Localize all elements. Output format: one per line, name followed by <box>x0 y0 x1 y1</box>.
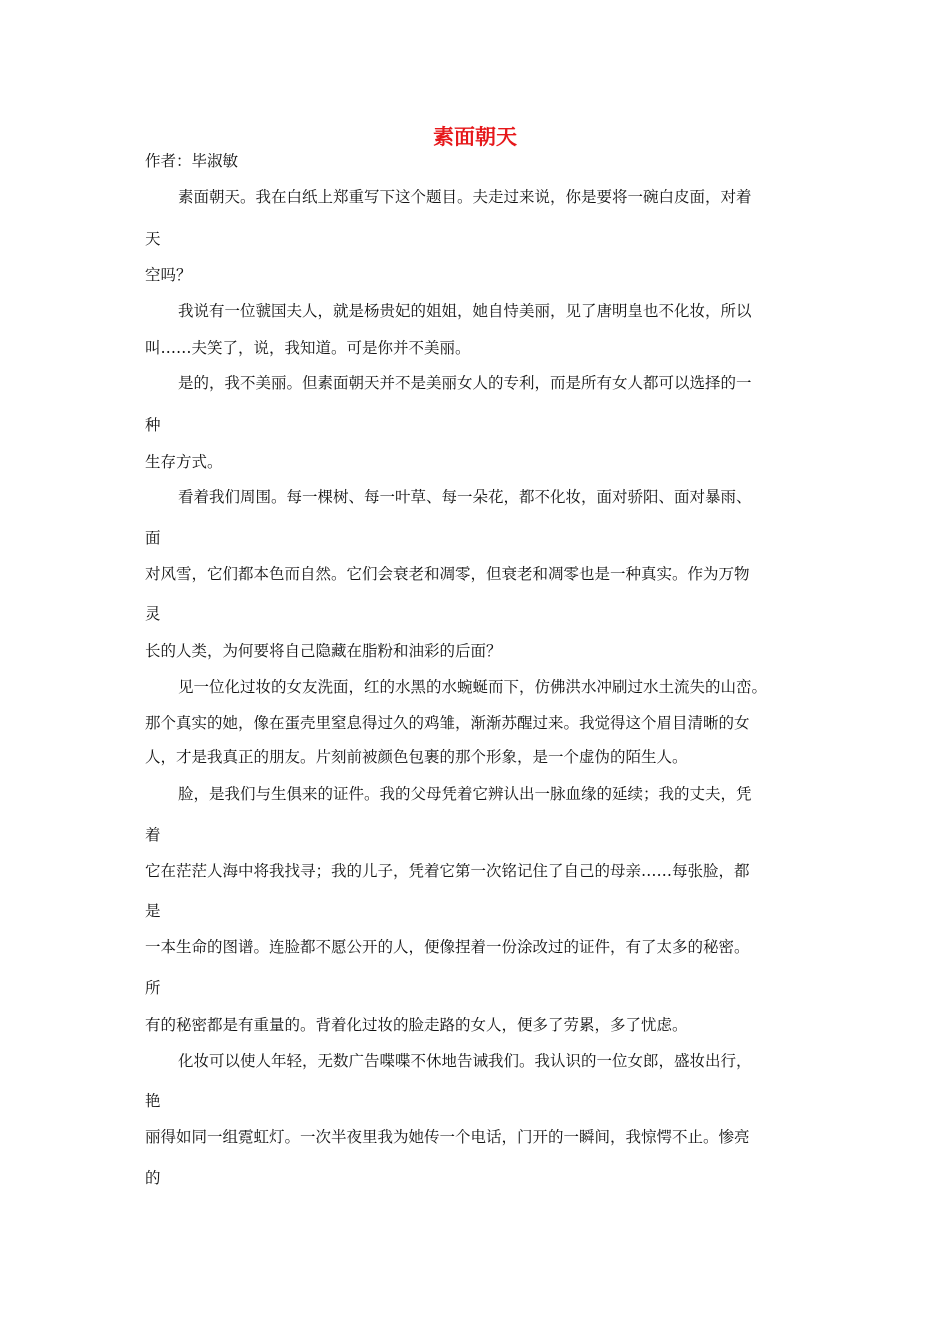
text-line: 所 <box>145 979 161 997</box>
text-line: 艳 <box>145 1092 161 1110</box>
text-line: 是 <box>145 902 161 920</box>
text-line: 看着我们周围。每一棵树、每一叶草、每一朵花，都不化妆，面对骄阳、面对暴雨、 <box>178 488 752 506</box>
text-line: 人，才是我真正的朋友。片刻前被颜色包裹的那个形象，是一个虚伪的陌生人。 <box>145 748 688 766</box>
text-line: 那个真实的她，像在蛋壳里窒息得过久的鸡雏，渐渐苏醒过来。我觉得这个眉目清晰的女 <box>145 714 750 732</box>
text-line: 着 <box>145 826 161 844</box>
text-line: 脸，是我们与生俱来的证件。我的父母凭着它辨认出一脉血缘的延续；我的丈夫，凭 <box>178 785 752 803</box>
document-title: 素面朝天 <box>433 124 517 149</box>
text-line: 的 <box>145 1169 161 1187</box>
author-line: 作者：毕淑敏 <box>145 152 239 170</box>
text-line: 叫……夫笑了，说，我知道。可是你并不美丽。 <box>145 339 471 357</box>
text-line: 素面朝天。我在白纸上郑重写下这个题目。夫走过来说，你是要将一碗白皮面，对着 <box>178 188 752 206</box>
text-line: 有的秘密都是有重量的。背着化过妆的脸走路的女人，便多了劳累，多了忧虑。 <box>145 1016 688 1034</box>
text-line: 见一位化过妆的女友洗面，红的水黑的水蜿蜒而下，仿佛洪水冲刷过水土流失的山峦。 <box>178 678 768 696</box>
text-line: 天 <box>145 230 161 248</box>
text-line: 化妆可以使人年轻，无数广告喋喋不休地告诫我们。我认识的一位女郎，盛妆出行， <box>178 1052 752 1070</box>
text-line: 我说有一位虢国夫人，就是杨贵妃的姐姐，她自恃美丽，见了唐明皇也不化妆，所以 <box>178 302 752 320</box>
text-line: 一本生命的图谱。连脸都不愿公开的人，便像捏着一份涂改过的证件，有了太多的秘密。 <box>145 938 750 956</box>
text-line: 种 <box>145 416 161 434</box>
text-line: 对风雪，它们都本色而自然。它们会衰老和凋零，但衰老和凋零也是一种真实。作为万物 <box>145 565 750 583</box>
text-line: 灵 <box>145 605 161 623</box>
text-line: 是的，我不美丽。但素面朝天并不是美丽女人的专利，而是所有女人都可以选择的一 <box>178 374 752 392</box>
text-line: 面 <box>145 529 161 547</box>
text-line: 生存方式。 <box>145 453 223 471</box>
text-line: 它在茫茫人海中将我找寻；我的儿子，凭着它第一次铭记住了自己的母亲……每张脸，都 <box>145 862 750 880</box>
text-line: 长的人类，为何要将自己隐藏在脂粉和油彩的后面？ <box>145 642 502 660</box>
text-line: 丽得如同一组霓虹灯。一次半夜里我为她传一个电话，门开的一瞬间，我惊愕不止。惨亮 <box>145 1128 750 1146</box>
text-line: 空吗？ <box>145 266 192 284</box>
